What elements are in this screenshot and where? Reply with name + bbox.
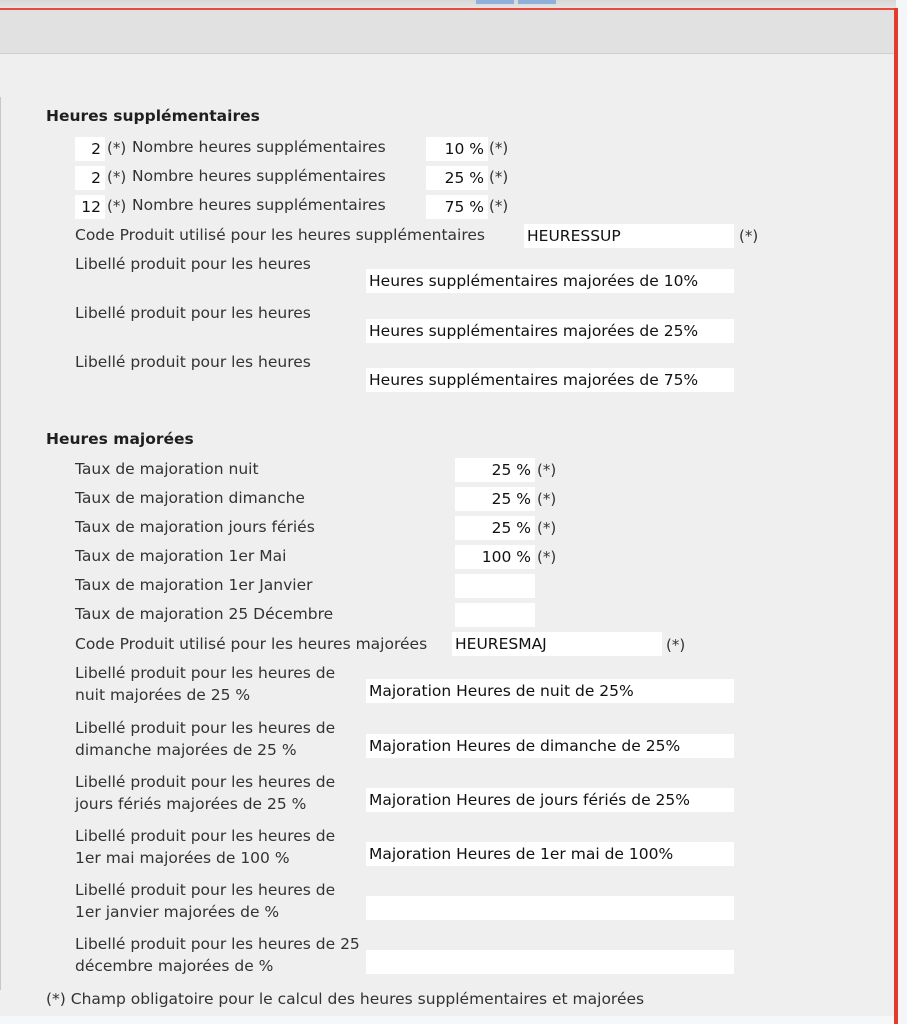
required-marker: (*) <box>666 636 686 654</box>
taux-nuit-input[interactable]: 25 % <box>455 458 535 482</box>
nb-heures-sup-label: Nombre heures supplémentaires <box>132 196 386 214</box>
section-title-heures-majorees: Heures majorées <box>46 430 194 448</box>
libelle-sup-75-label: Libellé produit pour les heures <box>75 353 311 371</box>
nb-heures-sup-label: Nombre heures supplémentaires <box>132 167 386 185</box>
code-produit-maj-input[interactable]: HEURESMAJ <box>452 632 662 656</box>
required-marker: (*) <box>489 168 509 186</box>
required-marker: (*) <box>489 139 509 157</box>
taux-1er-mai-label: Taux de majoration 1er Mai <box>75 547 287 565</box>
libelle-sup-10-label: Libellé produit pour les heures <box>75 255 311 273</box>
libelle-sup-10-input[interactable]: Heures supplémentaires majorées de 10% <box>366 269 734 293</box>
code-produit-sup-input[interactable]: HEURESSUP <box>524 224 734 248</box>
required-marker: (*) <box>739 227 759 245</box>
taux-dimanche-label: Taux de majoration dimanche <box>75 489 305 507</box>
libelle-maj-dimanche-input[interactable]: Majoration Heures de dimanche de 25% <box>366 734 734 758</box>
code-produit-maj-label: Code Produit utilisé pour les heures majorées <box>75 635 428 653</box>
taux-heures-sup-10-input[interactable]: 10 % <box>426 137 488 161</box>
libelle-maj-dimanche-label: Libellé produit pour les heures de dimanche majorées de 25 % <box>75 719 336 759</box>
taux-25-decembre-input[interactable] <box>455 603 535 627</box>
required-marker: (*) <box>489 197 509 215</box>
taux-nuit-label: Taux de majoration nuit <box>75 460 259 478</box>
required-marker: (*) <box>537 548 557 566</box>
libelle-sup-75-input[interactable]: Heures supplémentaires majorées de 75% <box>366 368 734 392</box>
nb-heures-sup-label: Nombre heures supplémentaires <box>132 138 386 156</box>
libelle-sup-25-input[interactable]: Heures supplémentaires majorées de 25% <box>366 319 734 343</box>
nb-heures-sup-10-input[interactable]: 2 <box>75 137 105 161</box>
taux-heures-sup-75-input[interactable]: 75 % <box>426 195 488 219</box>
libelle-maj-feries-input[interactable]: Majoration Heures de jours fériés de 25% <box>366 788 734 812</box>
libelle-maj-nuit-input[interactable]: Majoration Heures de nuit de 25% <box>366 679 734 703</box>
taux-1er-mai-input[interactable]: 100 % <box>455 545 535 569</box>
bottom-strip <box>0 1016 894 1024</box>
required-marker: (*) <box>537 519 557 537</box>
left-divider <box>0 97 1 990</box>
nb-heures-sup-25-input[interactable]: 2 <box>75 166 105 190</box>
taux-dimanche-input[interactable]: 25 % <box>455 487 535 511</box>
nb-heures-sup-75-input[interactable]: 12 <box>75 195 105 219</box>
required-marker: (*) <box>537 490 557 508</box>
tab-indicator <box>476 0 514 4</box>
focus-border-right <box>894 8 898 1024</box>
libelle-maj-25-decembre-label: Libellé produit pour les heures de 25 décembre majorées de % <box>75 935 360 975</box>
libelle-maj-1er-mai-input[interactable]: Majoration Heures de 1er mai de 100% <box>366 842 734 866</box>
libelle-maj-25-decembre-input[interactable] <box>366 950 734 974</box>
toolbar <box>0 10 894 54</box>
libelle-maj-1er-mai-label: Libellé produit pour les heures de 1er mai majorées de 100 % <box>75 827 336 867</box>
libelle-maj-1er-janvier-input[interactable] <box>366 896 734 920</box>
libelle-maj-nuit-label: Libellé produit pour les heures de nuit majorées de 25 % <box>75 664 336 704</box>
taux-feries-input[interactable]: 25 % <box>455 516 535 540</box>
taux-feries-label: Taux de majoration jours fériés <box>75 518 315 536</box>
tab-indicator <box>518 0 556 4</box>
required-marker: (*) <box>107 197 127 215</box>
footnote: (*) Champ obligatoire pour le calcul des heures supplémentaires et majorées <box>46 990 645 1008</box>
required-marker: (*) <box>107 139 127 157</box>
code-produit-sup-label: Code Produit utilisé pour les heures supplémentaires <box>75 226 485 244</box>
libelle-sup-25-label: Libellé produit pour les heures <box>75 304 311 322</box>
required-marker: (*) <box>107 168 127 186</box>
taux-1er-janvier-label: Taux de majoration 1er Janvier <box>75 576 313 594</box>
taux-25-decembre-label: Taux de majoration 25 Décembre <box>75 605 334 623</box>
libelle-maj-1er-janvier-label: Libellé produit pour les heures de 1er janvier majorées de % <box>75 881 336 921</box>
required-marker: (*) <box>537 461 557 479</box>
taux-1er-janvier-input[interactable] <box>455 574 535 598</box>
libelle-maj-feries-label: Libellé produit pour les heures de jours fériés majorées de 25 % <box>75 773 336 813</box>
section-title-heures-supplementaires: Heures supplémentaires <box>46 107 260 125</box>
taux-heures-sup-25-input[interactable]: 25 % <box>426 166 488 190</box>
